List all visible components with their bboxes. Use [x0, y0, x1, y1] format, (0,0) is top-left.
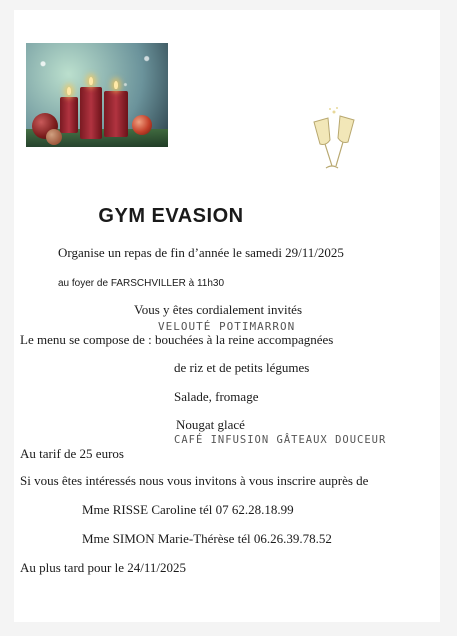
- invitation-text: Vous y êtes cordialement invités: [134, 302, 303, 317]
- menu-line-3: Salade, fromage: [174, 389, 259, 404]
- price-text: Au tarif de 25 euros: [20, 446, 124, 461]
- event-title: GYM EVASION: [98, 205, 244, 227]
- menu-line-1: Le menu se compose de : bouchées à la reine accompagnées: [20, 332, 334, 347]
- menu-line-4: Nougat glacé: [176, 417, 245, 432]
- handwritten-drinks: CAFÉ INFUSION GÂTEAUX DOUCEUR: [174, 434, 387, 446]
- contact-simon: Mme SIMON Marie-Thérèse tél 06.26.39.78.52: [82, 531, 332, 546]
- champagne-glasses-icon: [306, 106, 362, 180]
- location-text: au foyer de FARSCHVILLER à 11h30: [58, 278, 225, 289]
- christmas-candles-photo: [26, 43, 168, 147]
- intro-text: Organise un repas de fin d’année le samedi 29/11/2025: [58, 245, 344, 260]
- signup-text: Si vous êtes intéressés nous vous invitons à vous inscrire auprès de: [20, 473, 369, 488]
- menu-line-2: de riz et de petits légumes: [174, 360, 310, 375]
- deadline-text: Au plus tard pour le 24/11/2025: [20, 560, 186, 575]
- contact-risse: Mme RISSE Caroline tél 07 62.28.18.99: [82, 502, 294, 517]
- handwritten-soup: VELOUTÉ POTIMARRON: [158, 320, 296, 333]
